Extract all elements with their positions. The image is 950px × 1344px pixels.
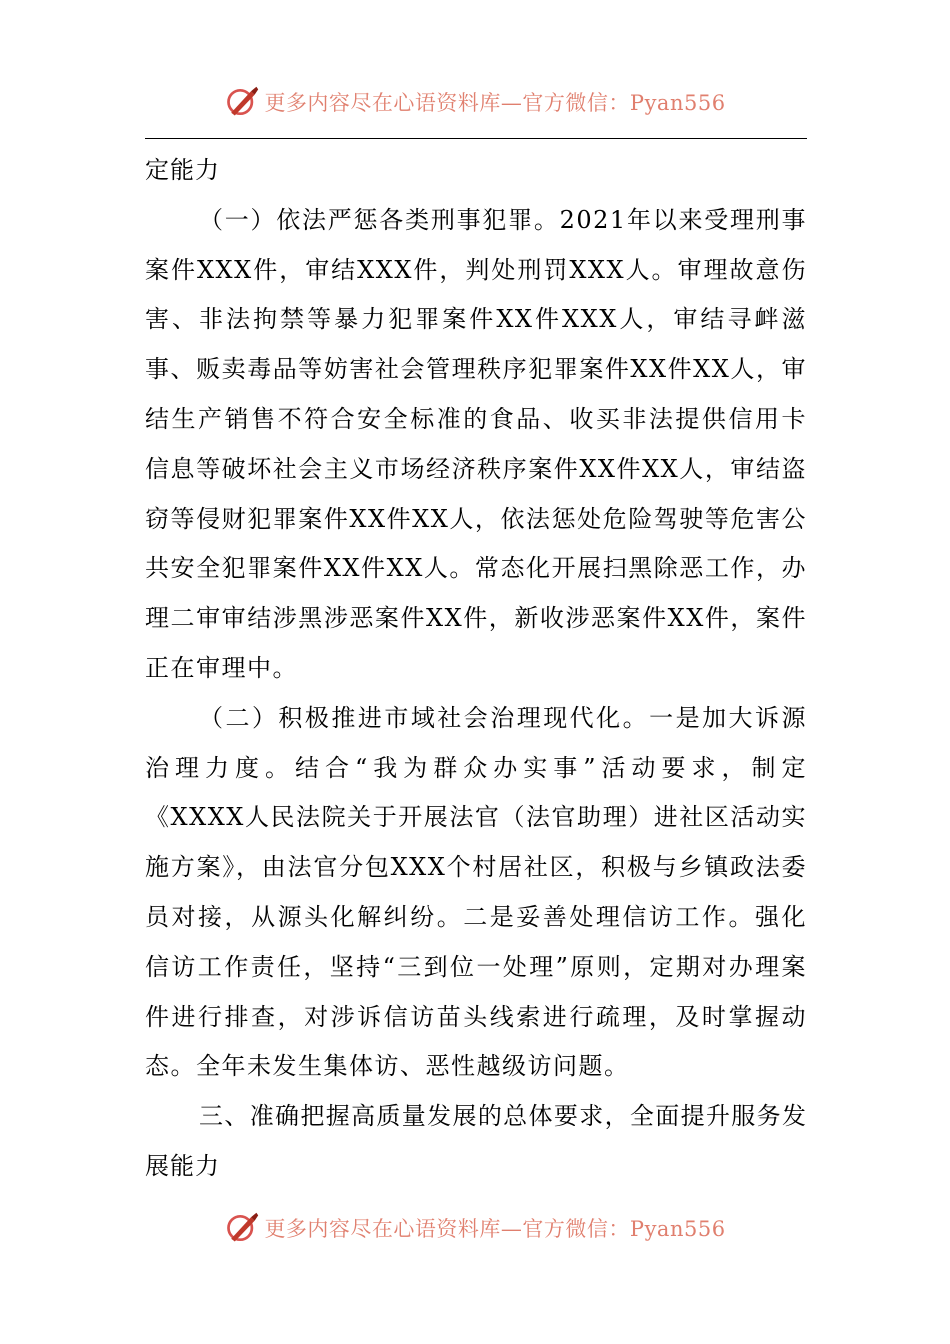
document-body [145, 146, 807, 1192]
section-heading-3: 三、准确把握高质量发展的总体要求，全面提升服务发展能力 [145, 1102, 807, 1180]
pen-logo-icon [224, 1210, 260, 1246]
watermark-header [0, 84, 950, 120]
paragraph-social-governance: （二）积极推进市域社会治理现代化。一是加大诉源治理力度。结合“我为群众办实事”活动要求，制定《XXXX人民法院关于开展法官（法官助理）进社区活动实施方案》，由法官分包XXX个村居社区，积极与乡镇政法委员对接，从源头化解纠纷。二是妥善处理信访工作。强化信访工作责任，坚持“三到位一处理”原则，定期对办理案件进行排查，对涉诉信访苗头线索进行疏理，及时掌握动态。全年未发生集体访、恶性越级访问题。 [145, 703, 807, 1081]
watermark-text: 更多内容尽在心语资料库—官方微信：Pyan556 [264, 1217, 726, 1241]
paragraph-criminal-justice: （一）依法严惩各类刑事犯罪。2021年以来受理刑事案件XXX件，审结XXX件，判处刑罚XXX人。审理故意伤害、非法拘禁等暴力犯罪案件XX件XXX人，审结寻衅滋事、贩卖毒品等妨害社会管理秩序犯罪案件XX件XX人，审结生产销售不符合安全标准的食品、收买非法提供信用卡信息等破坏社会主义市场经济秩序案件XX件XX人，审结盗窃等侵财犯罪案件XX件XX人，依法惩处危险驾驶等危害公共安全犯罪案件XX件XX人。常态化开展扫黑除恶工作，办理二审审结涉黑涉恶案件XX件，新收涉恶案件XX件，案件正在审理中。 [145, 205, 807, 682]
watermark-footer [0, 1210, 950, 1246]
heading-continuation: 定能力 [145, 156, 220, 184]
header-divider [145, 138, 807, 139]
watermark-text: 更多内容尽在心语资料库—官方微信：Pyan556 [264, 91, 726, 115]
pen-logo-icon [224, 84, 260, 120]
